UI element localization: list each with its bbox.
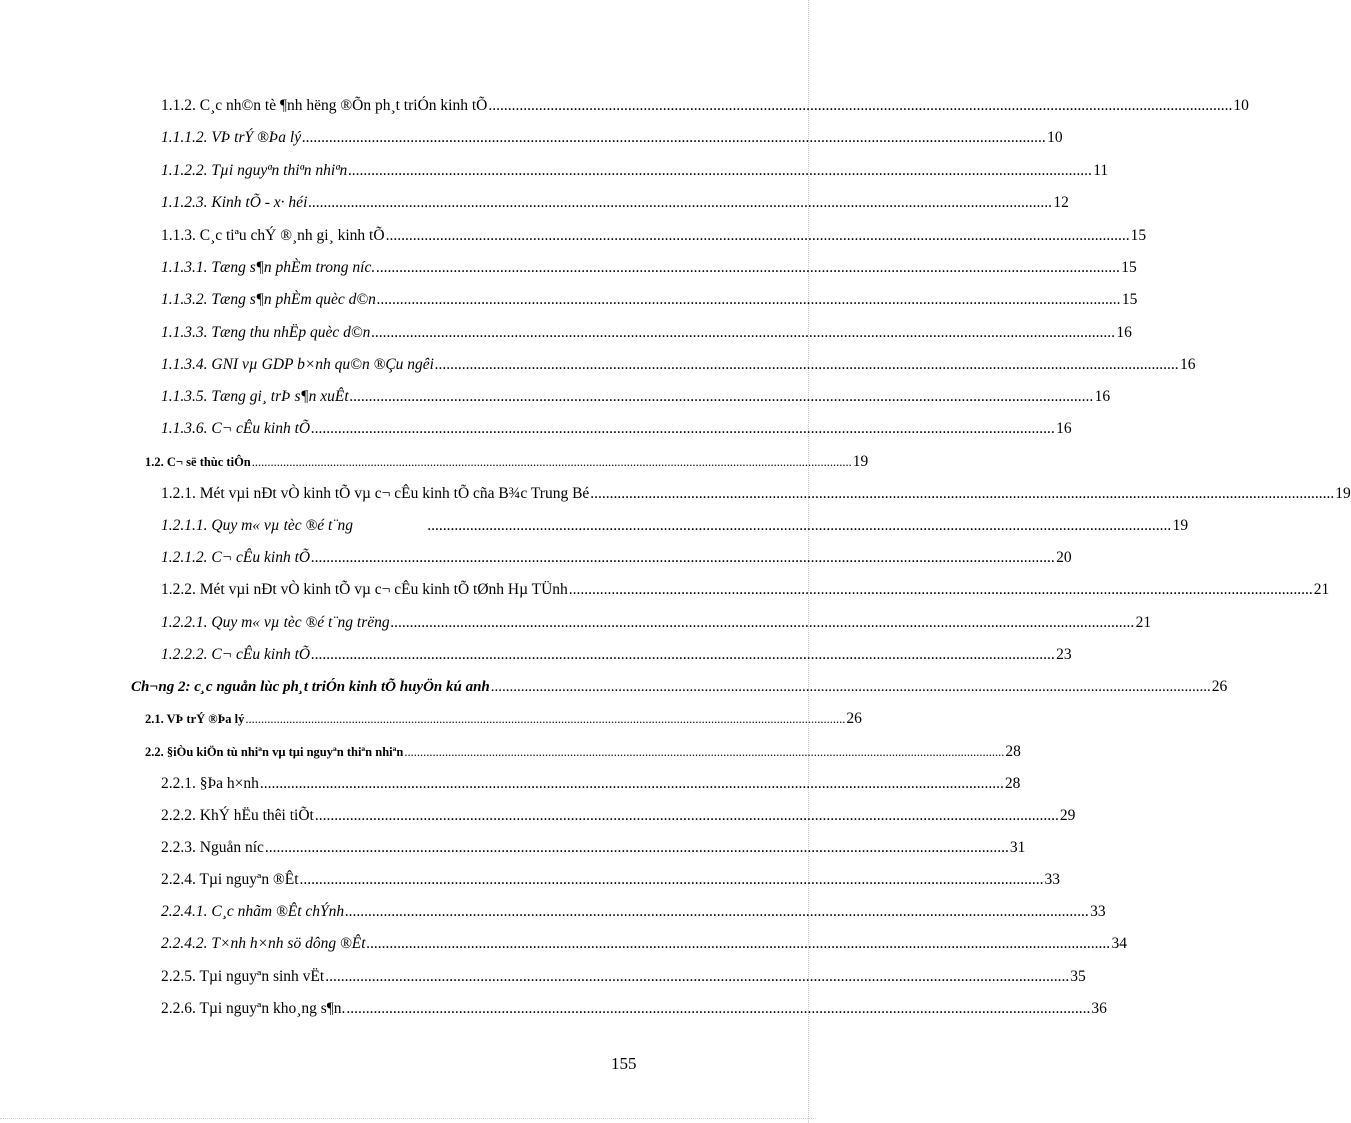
toc-entry[interactable]: 1.2.1. Mét vµi nÐt vÒ kinh tÕ vµ c¬ cÊu kinh tÕ cña B¾c Trung Bé ..... 19 <box>161 484 728 504</box>
toc-entry[interactable]: 1.2.2.1. Quy m« vµ tèc ®é t¨ng trëng ..... 21 <box>161 613 728 633</box>
toc-entry[interactable]: 1.2.1.2. C¬ cÊu kinh tÕ ..... 20 <box>161 548 728 568</box>
toc-entry[interactable]: 1.2.2.2. C¬ cÊu kinh tÕ ..... 23 <box>161 645 728 665</box>
toc-entry[interactable]: 2.2.5. Tµi nguyªn sinh vËt ..... 35 <box>161 967 728 987</box>
toc-entry[interactable]: 1.1.2. C¸c nh©n tè ¶nh hëng ®Õn ph¸t triÓn kinh tÕ ..... 10 <box>161 96 728 116</box>
toc-entry[interactable]: 1.2.2. Mét vµi nÐt vÒ kinh tÕ vµ c¬ cÊu kinh tÕ tØnh Hµ TÜnh ..... 21 <box>161 580 728 600</box>
toc-chapter-entry[interactable]: Ch¬ng 2: c¸c nguån lùc ph¸t triÓn kinh tÕ huyÖn kú anh ..... 26 <box>131 677 728 697</box>
toc-entry[interactable]: 1.1.3.1. Tæng s¶n phÈm trong níc. ..... 15 <box>161 258 728 278</box>
toc-entry[interactable]: 1.1.2.2. Tµi nguyªn thiªn nhiªn ..... 11 <box>161 161 728 181</box>
toc-entry[interactable]: 2.2.4.2. T×nh h×nh sö dông ®Êt ..... 34 <box>161 934 728 954</box>
toc-section-entry[interactable]: 2.2. §iÒu kiÖn tù nhiªn vµ tµi nguyªn thiªn nhiªn ..... 28 <box>145 742 728 762</box>
toc-entry[interactable]: 2.2.4. Tµi nguyªn ®Êt ..... 33 <box>161 870 728 890</box>
toc-entry[interactable]: 2.2.2. KhÝ hËu thêi tiÕt ..... 29 <box>161 806 728 826</box>
toc-entry[interactable]: 1.1.3.6. C¬ cÊu kinh tÕ ..... 16 <box>161 419 728 439</box>
toc-entry[interactable]: 1.1.2.3. Kinh tÕ - x· héi ..... 12 <box>161 193 728 213</box>
toc-section-entry[interactable]: 1.2. C¬ së thùc tiÔn ..... 19 <box>145 452 728 472</box>
toc-section-entry[interactable]: 2.1. VÞ trÝ ®Þa lý ..... 26 <box>145 709 728 729</box>
toc-entry[interactable]: 1.2.1.1. Quy m« vµ tèc ®é t¨ng ..... 19 <box>161 516 728 536</box>
toc-entry[interactable]: 1.1.3.2. Tæng s¶n phÈm quèc d©n ..... 15 <box>161 290 728 310</box>
toc-entry[interactable]: 1.1.3.4. GNI vµ GDP b×nh qu©n ®Çu ngêi ..... 16 <box>161 355 728 375</box>
toc-entry[interactable]: 1.1.3.5. Tæng gi¸ trÞ s¶n xuÊt ..... 16 <box>161 387 728 407</box>
toc-entry[interactable]: 2.2.3. Nguån níc ..... 31 <box>161 838 728 858</box>
toc-entry[interactable]: 1.1.3. C¸c tiªu chÝ ®¸nh gi¸ kinh tÕ ..... 15 <box>161 226 728 246</box>
page-edge-horizontal <box>0 1118 816 1120</box>
toc-entry[interactable]: 2.2.4.1. C¸c nhãm ®Êt chÝnh ..... 33 <box>161 902 728 922</box>
toc-entry[interactable]: 1.1.1.2. VÞ trÝ ®Þa lý ..... 10 <box>161 128 728 148</box>
page-number: 155 <box>611 1054 637 1073</box>
toc-entry[interactable]: 1.1.3.3. Tæng thu nhËp quèc d©n ..... 16 <box>161 323 728 343</box>
toc-entry[interactable]: 2.2.1. §Þa h×nh ..... 28 <box>161 774 728 794</box>
toc-entry[interactable]: 2.2.6. Tµi nguyªn kho¸ng s¶n. ..... 36 <box>161 999 728 1019</box>
